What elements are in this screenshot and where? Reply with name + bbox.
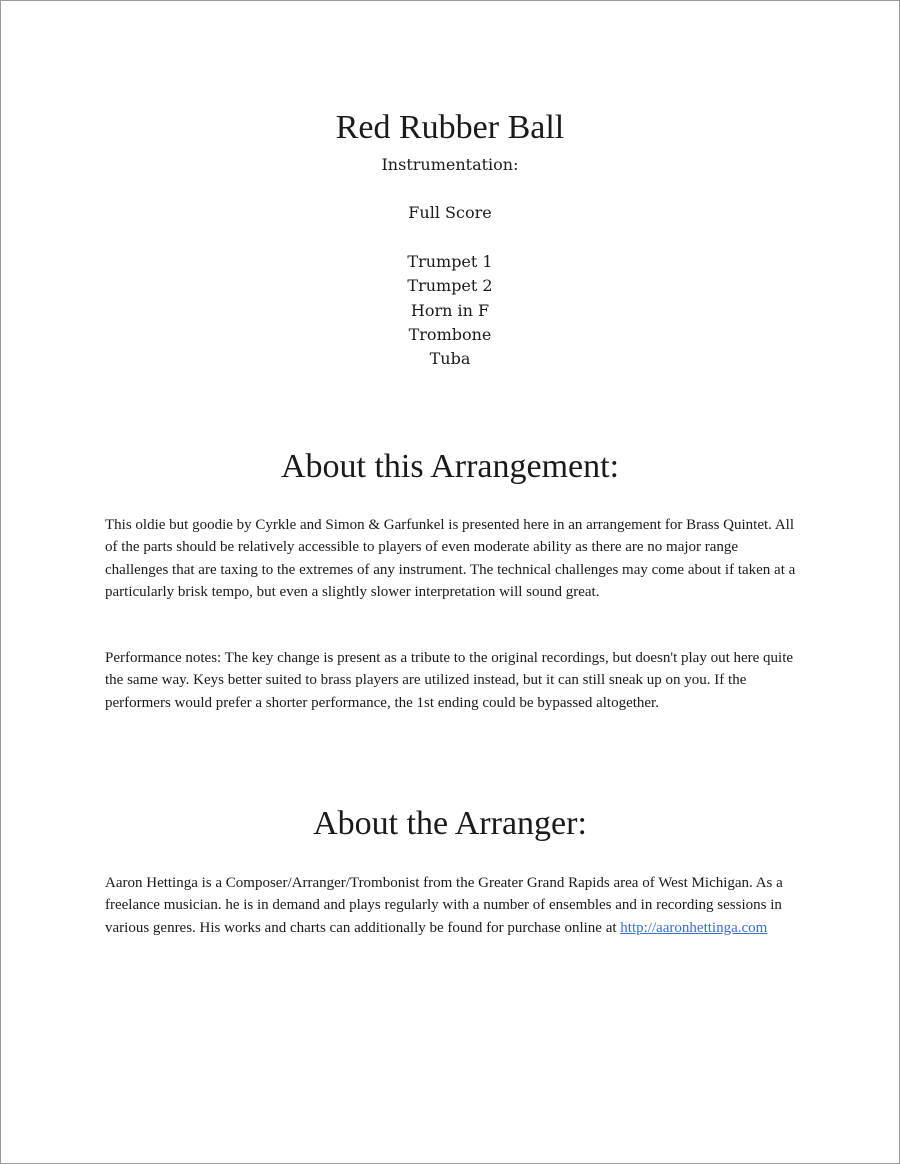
document-title: Red Rubber Ball <box>335 109 565 146</box>
arranger-bio <box>105 872 805 939</box>
arranger-bio-text: Aaron Hettinga is a Composer/Arranger/Trombonist from the Greater Grand Rapids area of West Michigan. As a freelance musician. he is in demand and plays regularly with a number of ensembles and in recording sessions in various genres. His works and charts can additionally be found for purchase online at <box>105 875 783 936</box>
arrangement-description: This oldie but goodie by Cyrkle and Simon & Garfunkel is presented here in an arrangement for Brass Quintet. All of the parts should be relatively accessible to players of even moderate ability as there are no major range challenges that are taxing to the extremes of any instrument. The technical challenges may come about if taken at a particularly brisk tempo, but even a slightly slower interpretation will sound great. <box>105 517 796 601</box>
part-item: Tuba <box>429 349 471 369</box>
about-arrangement-heading: About this Arrangement: <box>280 448 620 485</box>
website-link[interactable]: http://aaronhettinga.com <box>620 919 768 936</box>
about-arranger-heading: About the Arranger: <box>313 805 587 842</box>
part-item: Horn in F <box>410 300 490 320</box>
instrumentation-label: Instrumentation: <box>381 155 519 174</box>
parts-list <box>0 250 900 371</box>
performance-notes: Performance notes: The key change is present as a tribute to the original recordings, but doesn't play out here quite the same way. Keys better suited to brass players are utilized instead, but it can still sneak up on you. If the performers would prefer a shorter performance, the 1st ending could be bypassed altogether. <box>105 650 794 711</box>
full-score-label: Full Score <box>408 203 492 222</box>
part-item: Trumpet 2 <box>407 276 493 296</box>
part-item: Trombone <box>408 324 492 344</box>
part-item: Trumpet 1 <box>407 252 493 271</box>
